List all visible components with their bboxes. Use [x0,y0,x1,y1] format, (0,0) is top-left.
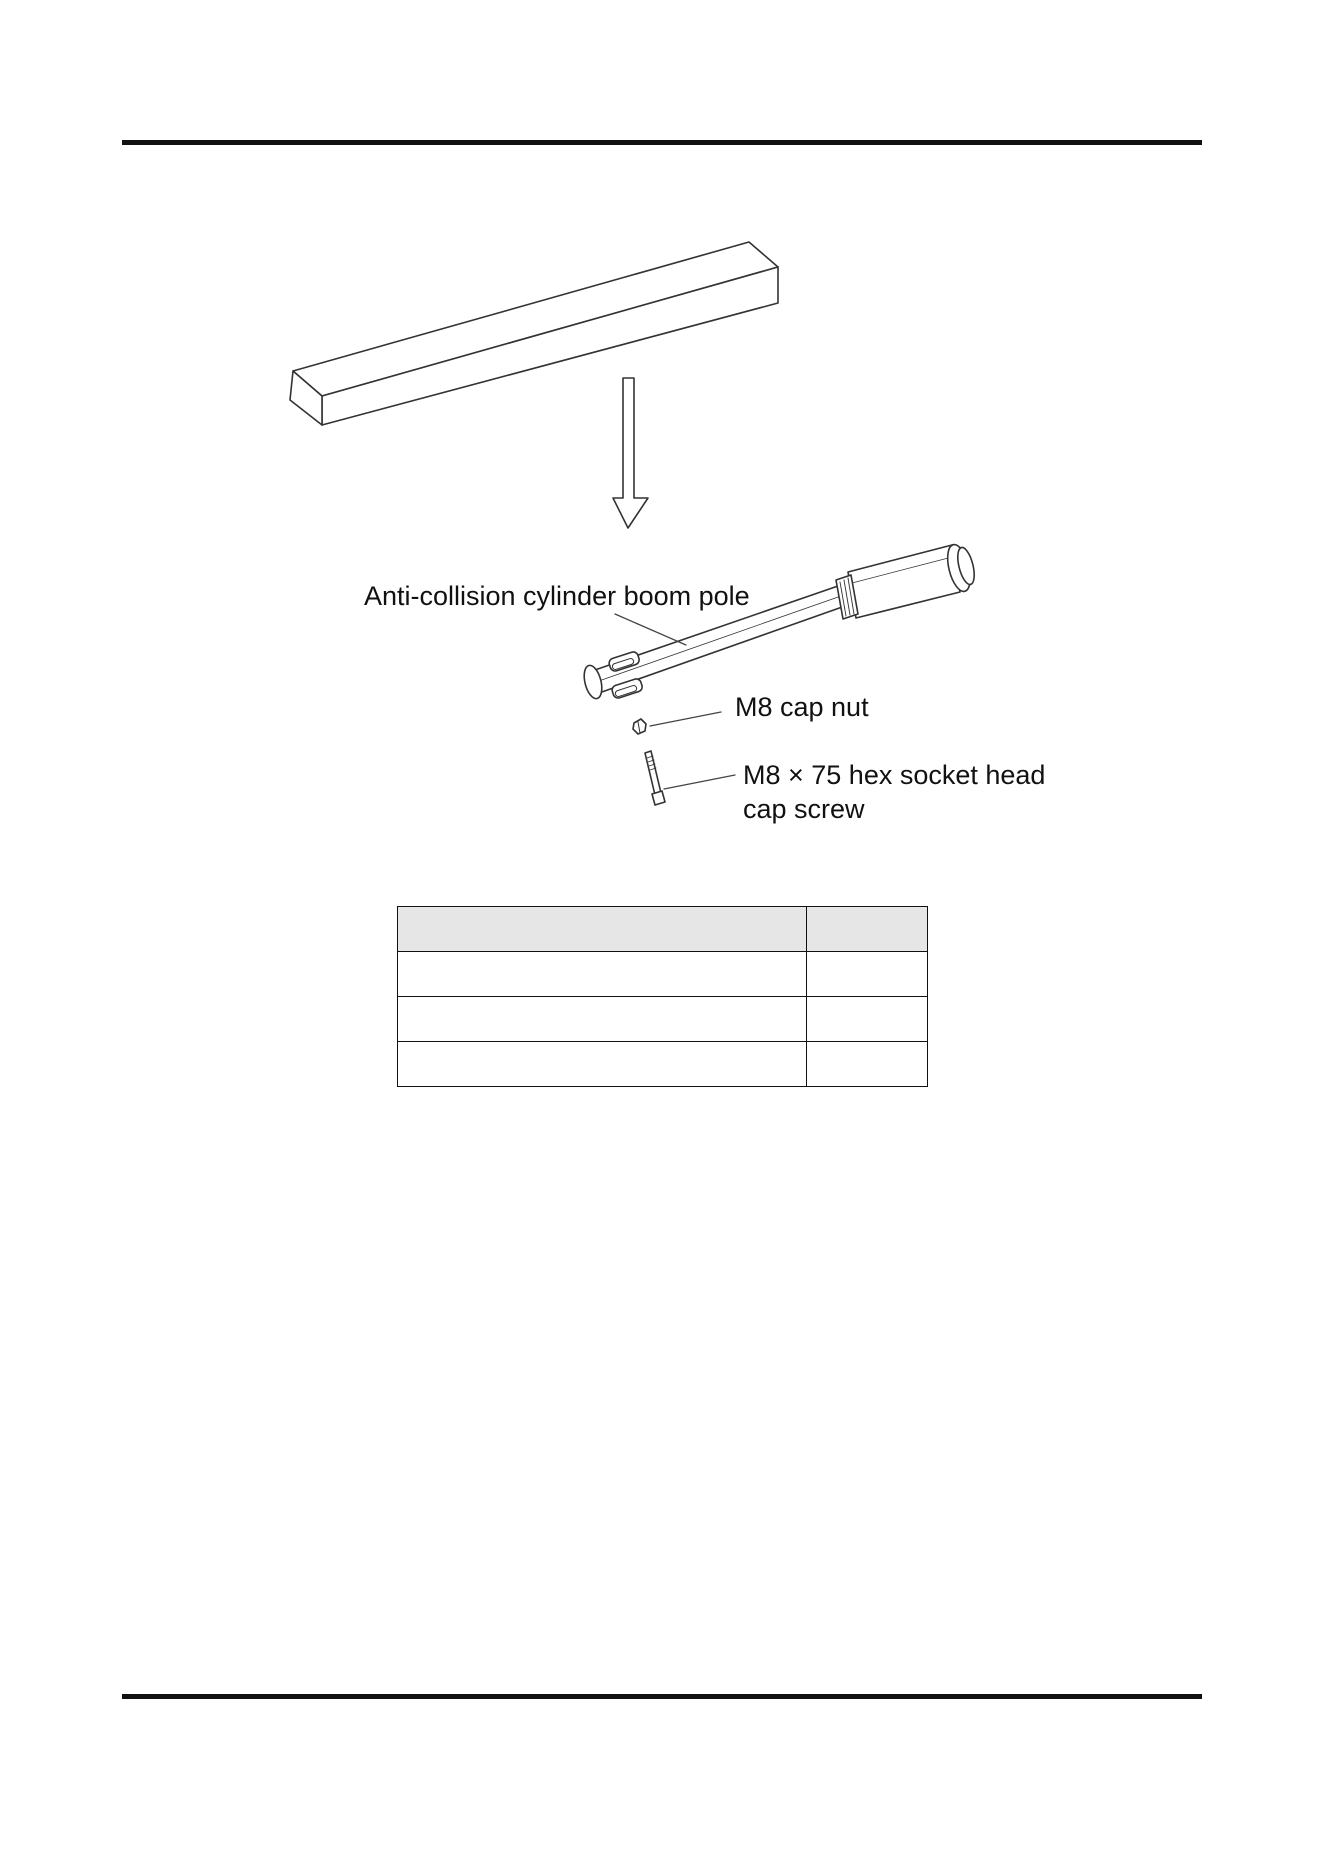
table-cell [398,952,807,997]
table-cell [807,997,928,1042]
table-cell [398,997,807,1042]
packing-box-icon [290,242,778,425]
boom-pole-icon [581,542,977,700]
screw-label [743,758,1045,826]
header-cell-name [398,907,807,952]
parts-table [397,906,928,1087]
cap-nut-label: M8 cap nut [735,692,869,722]
pole-label: Anti-collision cylinder boom pole [364,581,750,611]
table-header-row [398,907,928,952]
table-row [398,997,928,1042]
table-cell [807,1042,928,1087]
down-arrow-icon [613,378,648,528]
header-cell-qty [807,907,928,952]
table-cell [807,952,928,997]
hex-screw-icon [645,751,665,805]
cap-nut-icon [633,719,646,734]
table-row [398,952,928,997]
screw-label-line-2: cap screw [743,794,865,824]
footer-rule [122,1694,1202,1699]
table-row [398,1042,928,1087]
table-cell [398,1042,807,1087]
screw-label-line-1: M8 × 75 hex socket head [743,760,1046,790]
